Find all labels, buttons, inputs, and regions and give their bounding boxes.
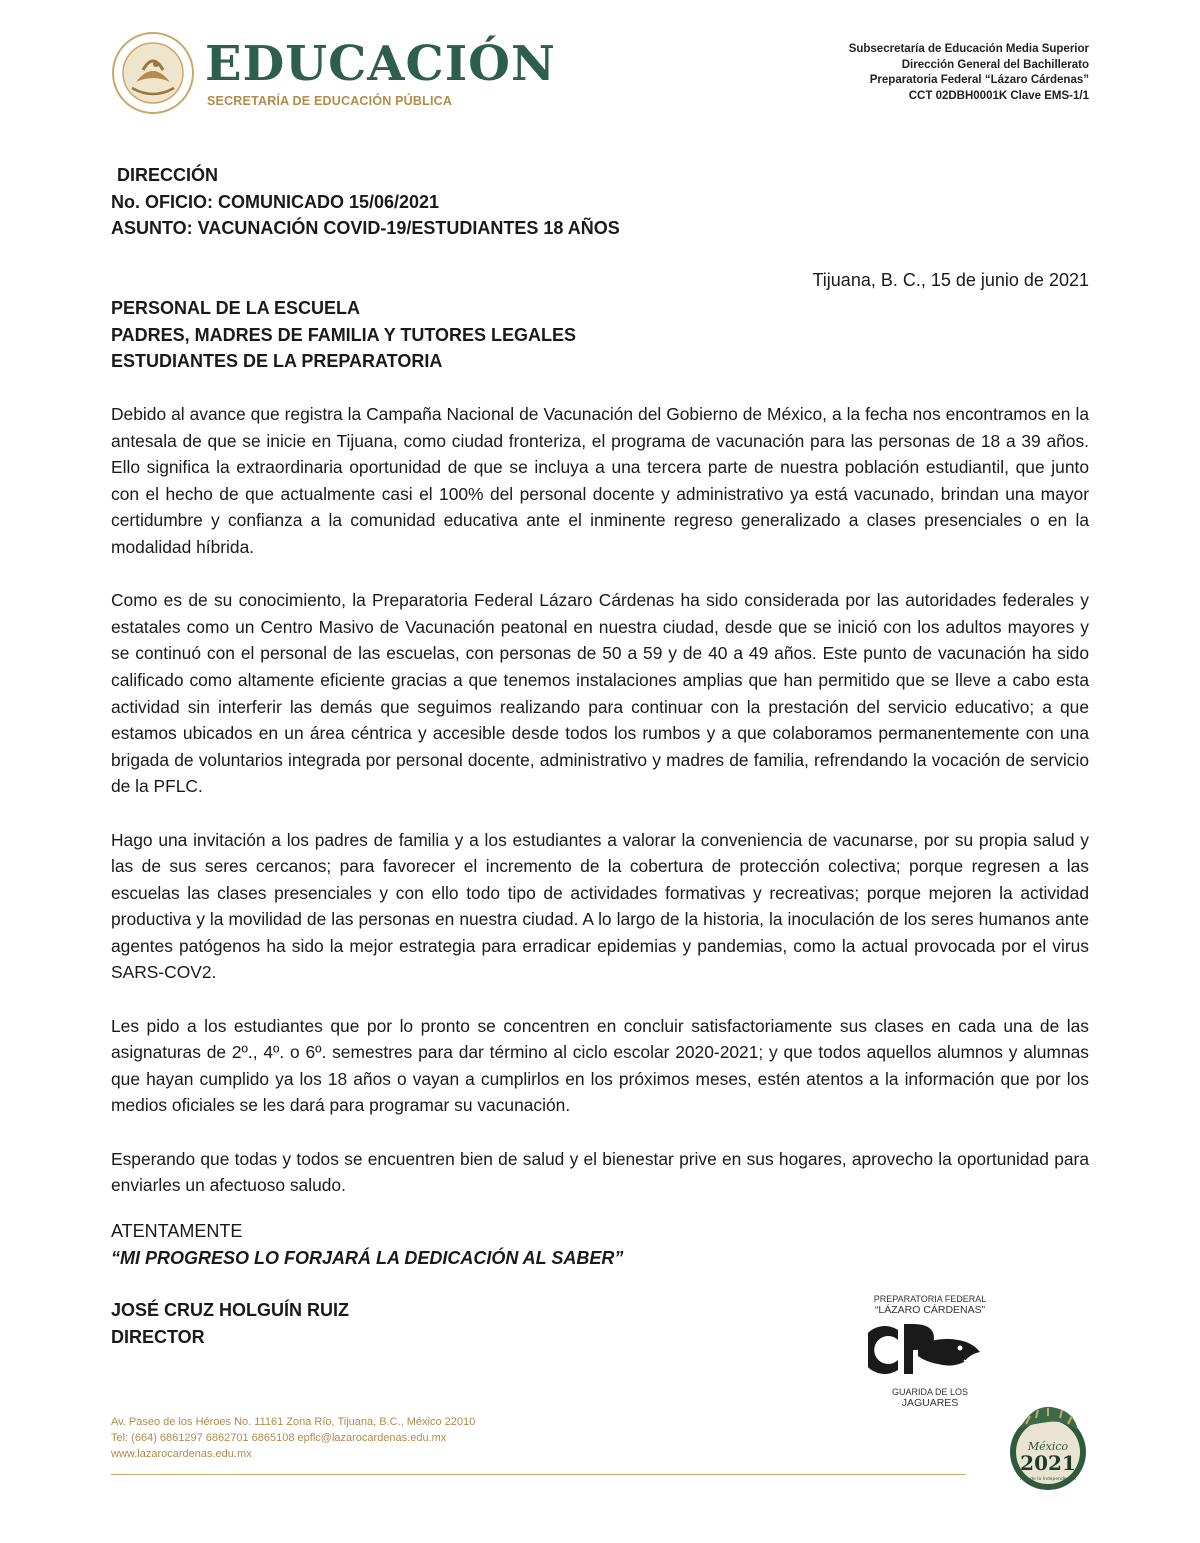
header-line: Preparatoria Federal “Lázaro Cárdenas” xyxy=(869,74,1089,86)
jaguar-logo-icon xyxy=(868,1316,992,1382)
school-logo-top-line: PREPARATORIA FEDERAL xyxy=(873,1294,987,1304)
body-paragraph: Como es de su conocimiento, la Preparatoria Federal Lázaro Cárdenas ha sido considerada por las autoridades federales y estatales como un Centro Masivo de Vacunación peatonal en nuestra ciudad, desde que se inició con los adultos mayores y se continuó con el personal de las escuelas, con personas de 50 a 59 y de 40 a 49 años. Este punto de vacunación ha sido calificado como altamente eficiente gracias a que tenemos instalaciones amplias que han permitido que se lleve a cabo esta actividad sin interferir las demás que seguimos realizando para continuar con la prestación del servicio educativo; a que estamos ubicados en un área céntrica y accesible desde todos los rumbos y a que colaboramos permanentemente con una brigada de voluntarios integrada por personal docente, administrativo y madres de familia, refrendando la vocación de servicio de la PFLC. xyxy=(111,590,1089,797)
footer-divider xyxy=(111,1474,966,1475)
header-line: Dirección General del Bachillerato xyxy=(901,58,1089,71)
signer-name: JOSÉ CRUZ HOLGUÍN RUIZ xyxy=(111,1300,350,1320)
body-paragraph: Hago una invitación a los padres de familia y a los estudiantes a valorar la conveniencia de vacunarse, por su propia salud y las de sus seres cercanos; para favorecer el incremento de la cobertura de protección colectiva; porque regresen a las escuelas las clases presenciales y con ello todo tipo de actividades formativas y recreativas; porque mejoren la actividad productiva y la movilidad de las personas en nuestra ciudad. A lo largo de la historia, la inoculación de los seres humanos ante agentes patógenos ha sido la mejor estrategia para erradicar epidemias y pandemias, como la actual provocada por el virus SARS-COV2. xyxy=(111,829,1089,983)
footer-contact xyxy=(111,1414,475,1462)
recipients xyxy=(111,295,576,375)
closing-salutation: ATENTAMENTE xyxy=(111,1221,243,1241)
signer-title: DIRECTOR xyxy=(111,1326,205,1347)
recipient-line: PERSONAL DE LA ESCUELA xyxy=(111,298,361,318)
logo-title: EDUCACIÓN xyxy=(205,36,556,92)
letter-body xyxy=(111,401,1089,1225)
logo-subtitle: SECRETARÍA DE EDUCACIÓN PÚBLICA xyxy=(207,94,453,108)
header-line: CCT 02DBH0001K Clave EMS-1/1 xyxy=(908,89,1089,102)
reference-subject: ASUNTO: VACUNACIÓN COVID-19/ESTUDIANTES 18 AÑOS xyxy=(111,218,620,238)
school-logo-bottom-line: GUARIDA DE LOS xyxy=(891,1387,969,1397)
school-logo-top-line: “LÁZARO CÁRDENAS” xyxy=(874,1304,986,1316)
school-logo xyxy=(868,1294,992,1409)
seal-motto: Año de la Independencia xyxy=(1020,1477,1076,1482)
recipient-line: PADRES, MADRES DE FAMILIA Y TUTORES LEGALES xyxy=(111,324,577,345)
body-paragraph: Esperando que todas y todos se encuentren bien de salud y el bienestar prive en sus hogares, aprovecho la oportunidad para enviarles un afectuoso saludo. xyxy=(111,1148,1089,1196)
footer-address: Av. Paseo de los Héroes No. 11161 Zona Río, Tijuana, B.C., México 22010 xyxy=(111,1416,476,1428)
mexico-2021-seal-icon xyxy=(1004,1398,1092,1494)
footer-website: www.lazarocardenas.edu.mx xyxy=(111,1448,252,1460)
reference-department: DIRECCIÓN xyxy=(117,165,219,185)
closing-motto: “MI PROGRESO LO FORJARÁ LA DEDICACIÓN AL SABER” xyxy=(111,1247,624,1268)
header-line: Subsecretaría de Educación Media Superior xyxy=(848,43,1089,55)
reference-number: No. OFICIO: COMUNICADO 15/06/2021 xyxy=(111,191,440,212)
body-paragraph: Les pido a los estudiantes que por lo pronto se concentren en concluir satisfactoriamente sus clases en cada una de las asignaturas de 2º., 4º. o 6º. semestres para dar término al ciclo escolar 2020-2021; y que todos aquellos alumnos y alumnas que hayan cumplido ya los 18 años o vayan a cumplirlos en los próximos meses, estén atentos a la información que por los medios oficiales se les dará para programar su vacunación. xyxy=(111,1015,1089,1116)
seal-year: 2021 xyxy=(1020,1451,1076,1475)
school-logo-bottom-line: JAGUARES xyxy=(901,1397,959,1409)
recipient-line: ESTUDIANTES DE LA PREPARATORIA xyxy=(111,351,443,371)
document-date: Tijuana, B. C., 15 de junio de 2021 xyxy=(812,270,1089,290)
signer xyxy=(111,1297,349,1350)
document-reference xyxy=(111,162,620,242)
government-seal-icon xyxy=(110,30,196,116)
seal-country: México xyxy=(1027,1440,1069,1453)
footer-phones: Tel: (664) 6861297 6862701 6865108 epflc@lazarocardenas.edu.mx xyxy=(111,1432,447,1444)
header-institution-info xyxy=(849,42,1089,104)
body-paragraph: Debido al avance que registra la Campaña Nacional de Vacunación del Gobierno de México, a la fecha nos encontramos en la antesala de que se inicie en Tijuana, como ciudad fronteriza, el programa de vacunación para las personas de 18 a 39 años. Ello significa la extraordinaria oportunidad de que se incluya a una tercera parte de nuestra población estudiantil, que junto con el hecho de que actualmente casi el 100% del personal docente y administrativo ya está vacunado, brindan una mayor certidumbre y confianza a la comunidad educativa ante el inminente regreso generalizado a clases presenciales o en la modalidad híbrida. xyxy=(111,404,1089,557)
closing xyxy=(111,1218,623,1271)
